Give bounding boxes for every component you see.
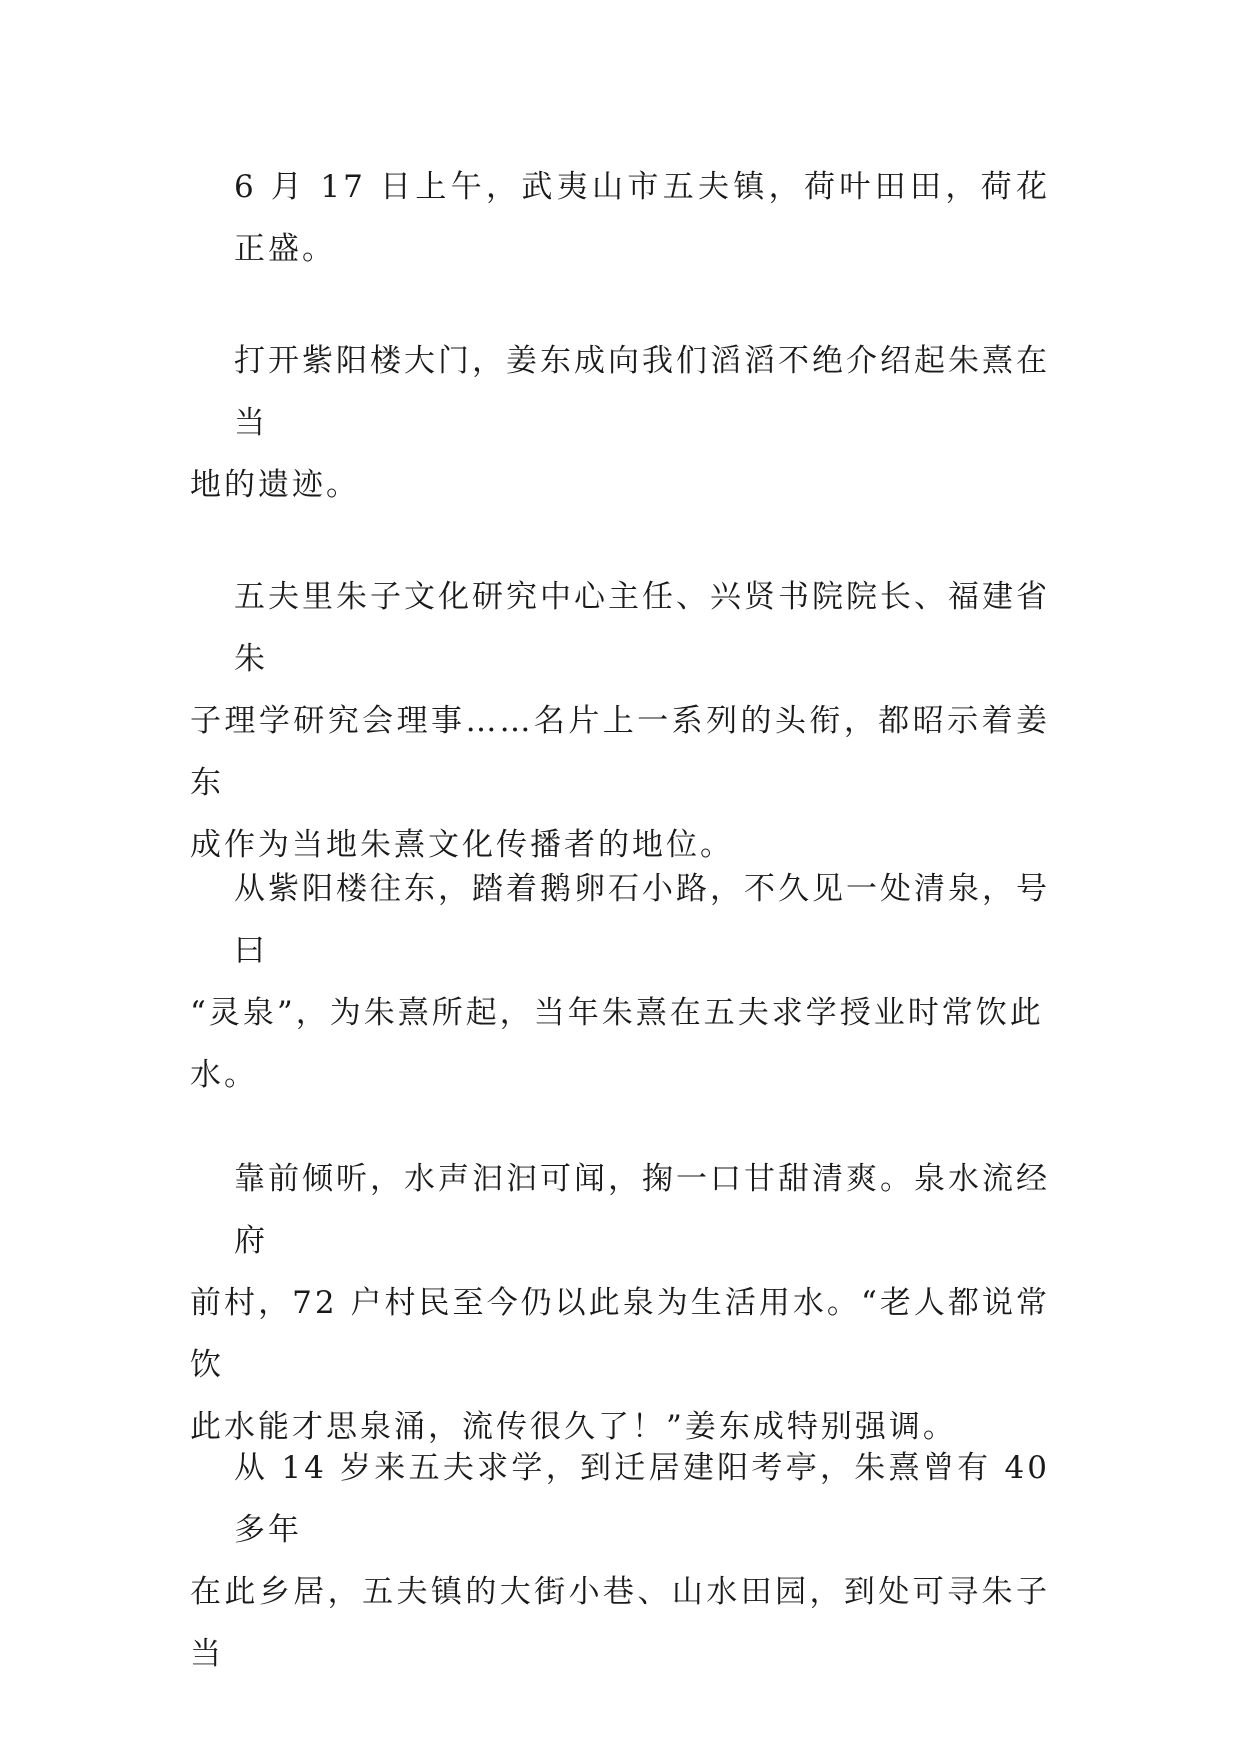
paragraph-line: 前村，72 户村民至今仍以此泉为生活用水。“老人都说常饮: [190, 1285, 1050, 1383]
paragraph-2: [190, 330, 1050, 516]
paragraph-1: [190, 156, 1050, 280]
paragraph-line: 水。: [190, 1057, 258, 1093]
paragraph-line: 靠前倾听，水声汩汩可闻，掬一口甘甜清爽。泉水流经府: [234, 1161, 1050, 1259]
paragraph-line: 打开紫阳楼大门，姜东成向我们滔滔不绝介绍起朱熹在当: [234, 343, 1050, 441]
paragraph-line: 地的遗迹。: [190, 467, 360, 503]
paragraph-line: “灵泉”，为朱熹所起，当年朱熹在五夫求学授业时常饮此: [190, 995, 1044, 1031]
paragraph-line: 6 月 17 日上午，武夷山市五夫镇，荷叶田田，荷花正盛。: [234, 169, 1050, 267]
paragraph-3: [190, 566, 1050, 876]
paragraph-line: 子理学研究会理事……名片上一系列的头衔，都昭示着姜东: [190, 703, 1050, 801]
paragraph-line: 从紫阳楼往东，踏着鹅卵石小路，不久见一处清泉，号曰: [234, 871, 1050, 969]
paragraph-line: 五夫里朱子文化研究中心主任、兴贤书院院长、福建省朱: [234, 579, 1050, 677]
paragraph-4: [190, 858, 1050, 1106]
paragraph-line: 成作为当地朱熹文化传播者的地位。: [190, 827, 734, 863]
paragraph-6: [190, 1437, 1050, 1685]
paragraph-line: 从 14 岁来五夫求学，到迁居建阳考亭，朱熹曾有 40 多年: [234, 1450, 1050, 1548]
paragraph-line: 此水能才思泉涌，流传很久了！”姜东成特别强调。: [190, 1409, 957, 1445]
paragraph-line: 在此乡居，五夫镇的大街小巷、山水田园，到处可寻朱子当: [190, 1574, 1050, 1672]
paragraph-5: [190, 1148, 1050, 1458]
